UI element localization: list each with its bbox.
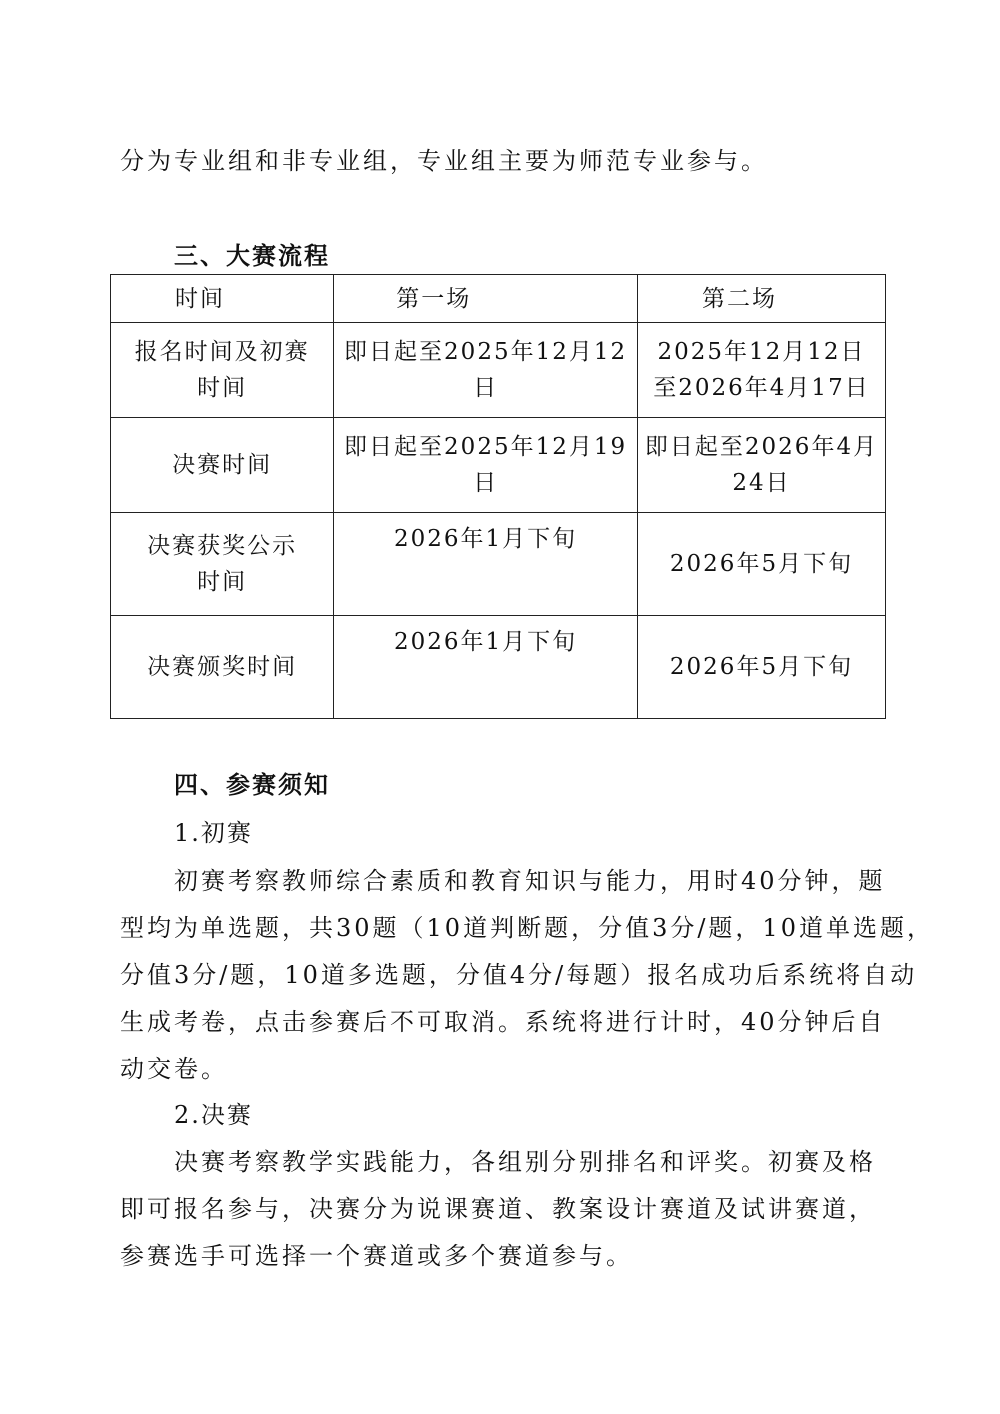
- section-3-heading: 三、大赛流程: [174, 241, 330, 270]
- final-subheading: 2.决赛: [174, 1101, 253, 1129]
- row-label: 决赛颁奖时间: [111, 616, 334, 719]
- row-label-line: 决赛获奖公示: [147, 533, 298, 559]
- prelim-paragraph-line: 分值3分/题，10道多选题，分值4分/每题）报名成功后系统将自动: [120, 961, 918, 989]
- cell-line: 即日起至2025年12月19: [344, 434, 628, 460]
- final-paragraph-line: 即可报名参与，决赛分为说课赛道、教案设计赛道及试讲赛道，: [120, 1195, 876, 1223]
- cell-line: 至2026年4月17日: [653, 375, 870, 401]
- row-label-line: 时间: [197, 375, 248, 401]
- cell-line: 即日起至2026年4月: [644, 434, 879, 460]
- schedule-table: [110, 274, 886, 719]
- second-session-cell: [637, 323, 885, 418]
- header-second-session: 第二场: [637, 275, 885, 323]
- table-row: [111, 418, 886, 513]
- row-label: 决赛时间: [111, 418, 334, 513]
- cell-line: 日: [473, 470, 499, 496]
- second-session-cell: 2026年5月下旬: [637, 513, 885, 616]
- second-session-cell: 2026年5月下旬: [637, 616, 885, 719]
- table-row: [111, 616, 886, 719]
- first-session-cell: 2026年1月下旬: [334, 513, 638, 616]
- row-label: [111, 323, 334, 418]
- row-label-line: 时间: [197, 569, 248, 595]
- prelim-paragraph-line: 型均为单选题，共30题（10道判断题，分值3分/题，10道单选题，: [120, 914, 934, 942]
- row-label: [111, 513, 334, 616]
- second-session-cell: [637, 418, 885, 513]
- section-4-heading: 四、参赛须知: [174, 770, 330, 799]
- table-header-row: [111, 275, 886, 323]
- row-label-line: 报名时间及初赛: [134, 339, 310, 365]
- header-first-session: 第一场: [334, 275, 638, 323]
- cell-line: 24日: [732, 470, 791, 496]
- table-row: [111, 323, 886, 418]
- final-paragraph-line: 参赛选手可选择一个赛道或多个赛道参与。: [120, 1242, 633, 1270]
- final-paragraph-line: 决赛考察教学实践能力，各组别分别排名和评奖。初赛及格: [174, 1148, 876, 1176]
- first-session-cell: 2026年1月下旬: [334, 616, 638, 719]
- prelim-subheading: 1.初赛: [174, 819, 253, 847]
- prelim-paragraph-line: 初赛考察教师综合素质和教育知识与能力，用时40分钟，题: [174, 867, 886, 895]
- intro-paragraph: 分为专业组和非专业组，专业组主要为师范专业参与。: [120, 147, 768, 175]
- first-session-cell: 即日起至2025年12月12日: [334, 323, 638, 418]
- cell-line: 2025年12月12日: [657, 339, 866, 365]
- first-session-cell: [334, 418, 638, 513]
- prelim-paragraph-line: 动交卷。: [120, 1055, 228, 1083]
- header-time: 时间: [111, 275, 334, 323]
- prelim-paragraph-line: 生成考卷，点击参赛后不可取消。系统将进行计时，40分钟后自: [120, 1008, 886, 1036]
- table-row: [111, 513, 886, 616]
